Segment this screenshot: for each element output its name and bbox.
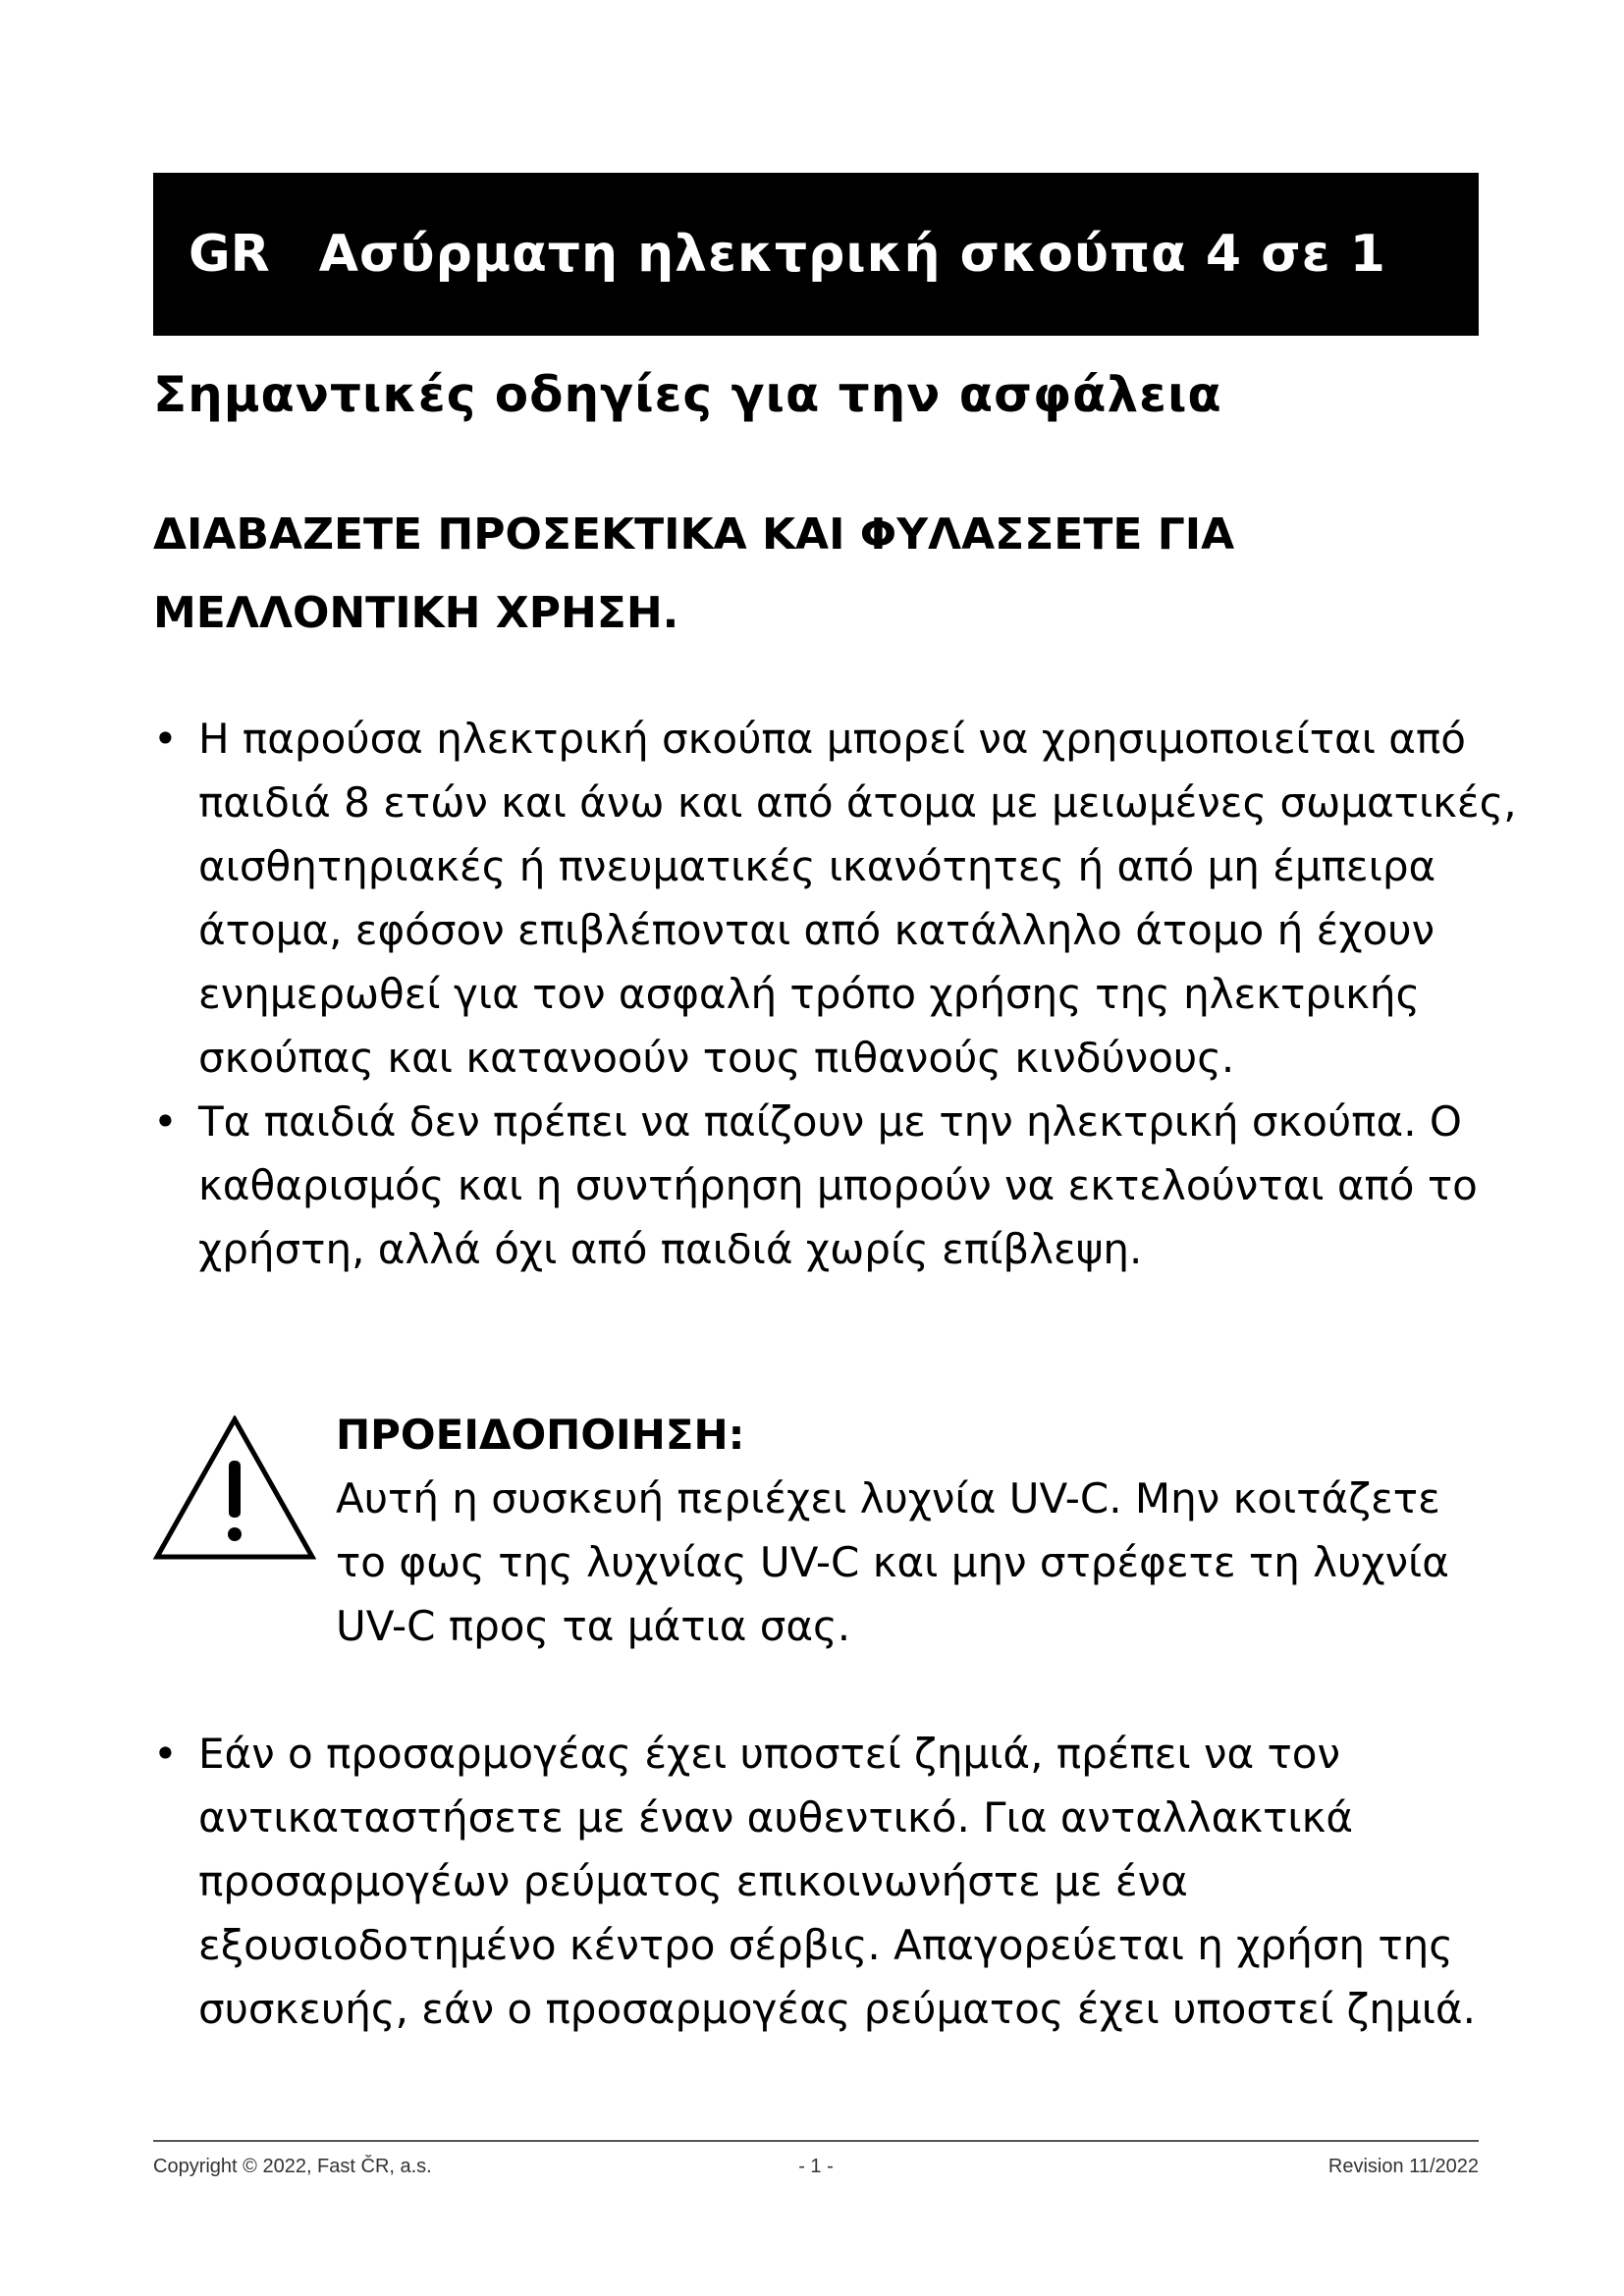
document-title: Ασύρματη ηλεκτρική σκούπα 4 σε 1: [318, 225, 1386, 284]
section-heading: Σημαντικές οδηγίες για την ασφάλεια: [153, 366, 1222, 423]
title-bar: [153, 173, 1479, 336]
footer-divider: [153, 2140, 1479, 2142]
warning-body: [336, 1404, 1475, 1658]
list-item: • Εάν ο προσαρμογέας έχει υποστεί ζημιά, πρέπει να τον αντικαταστήσετε με έναν αυθεντικό. Για ανταλλακτικά προσαρμογέων ρεύματος επικοινωνήστε με ένα εξουσιοδοτημένο κέντρο σέρβις. Απαγορεύεται η χρήση της συσκευής, εάν ο προσαρμογέας ρεύματος έχει υποστεί ζημιά.: [153, 1722, 1518, 2041]
language-code: GR: [189, 225, 270, 284]
page-footer: [153, 2156, 1479, 2185]
warning-triangle-icon: [153, 1415, 316, 1561]
copyright-text: Copyright © 2022, Fast ČR, a.s.: [153, 2156, 432, 2177]
safety-list-top: [153, 707, 1518, 1281]
revision-text: Revision 11/2022: [1327, 2156, 1479, 2177]
list-item: • Η παρούσα ηλεκτρική σκούπα μπορεί να χρησιμοποιείται από παιδιά 8 ετών και άνω και από άτομα με μειωμένες σωματικές, αισθητηριακές ή πνευματικές ικανότητες ή από μη έμπειρα άτομα, εφόσον επιβλέπονται από κατάλληλο άτομο ή έχουν ενημερωθεί για τον ασφαλή τρόπο χρήσης της ηλεκτρικής σκούπας και κατανοούν τους πιθανούς κινδύνους.: [153, 707, 1518, 1090]
warning-text: Αυτή η συσκευή περιέχει λυχνία UV-C. Μην κοιτάζετε το φως της λυχνίας UV-C και μην στρέφετε τη λυχνία UV-C προς τα μάτια σας.: [336, 1474, 1449, 1650]
read-carefully-notice: ΔΙΑΒΑΖΕΤΕ ΠΡΟΣΕΚΤΙΚΑ ΚΑΙ ΦΥΛΑΣΣΕΤΕ ΓΙΑ ΜΕΛΛΟΝΤΙΚΗ ΧΡΗΣΗ.: [153, 509, 1235, 638]
list-item: • Τα παιδιά δεν πρέπει να παίζουν με την ηλεκτρική σκούπα. Ο καθαρισμός και η συντήρηση μπορούν να εκτελούνται από το χρήστη, αλλά όχι από παιδιά χωρίς επίβλεψη.: [153, 1090, 1518, 1281]
warning-heading: ΠΡΟΕΙΔΟΠΟΙΗΣΗ:: [336, 1411, 745, 1459]
page-number: - 1 -: [798, 2156, 834, 2177]
safety-list-bottom: [153, 1722, 1518, 2041]
uv-warning-block: [153, 1404, 1479, 1688]
